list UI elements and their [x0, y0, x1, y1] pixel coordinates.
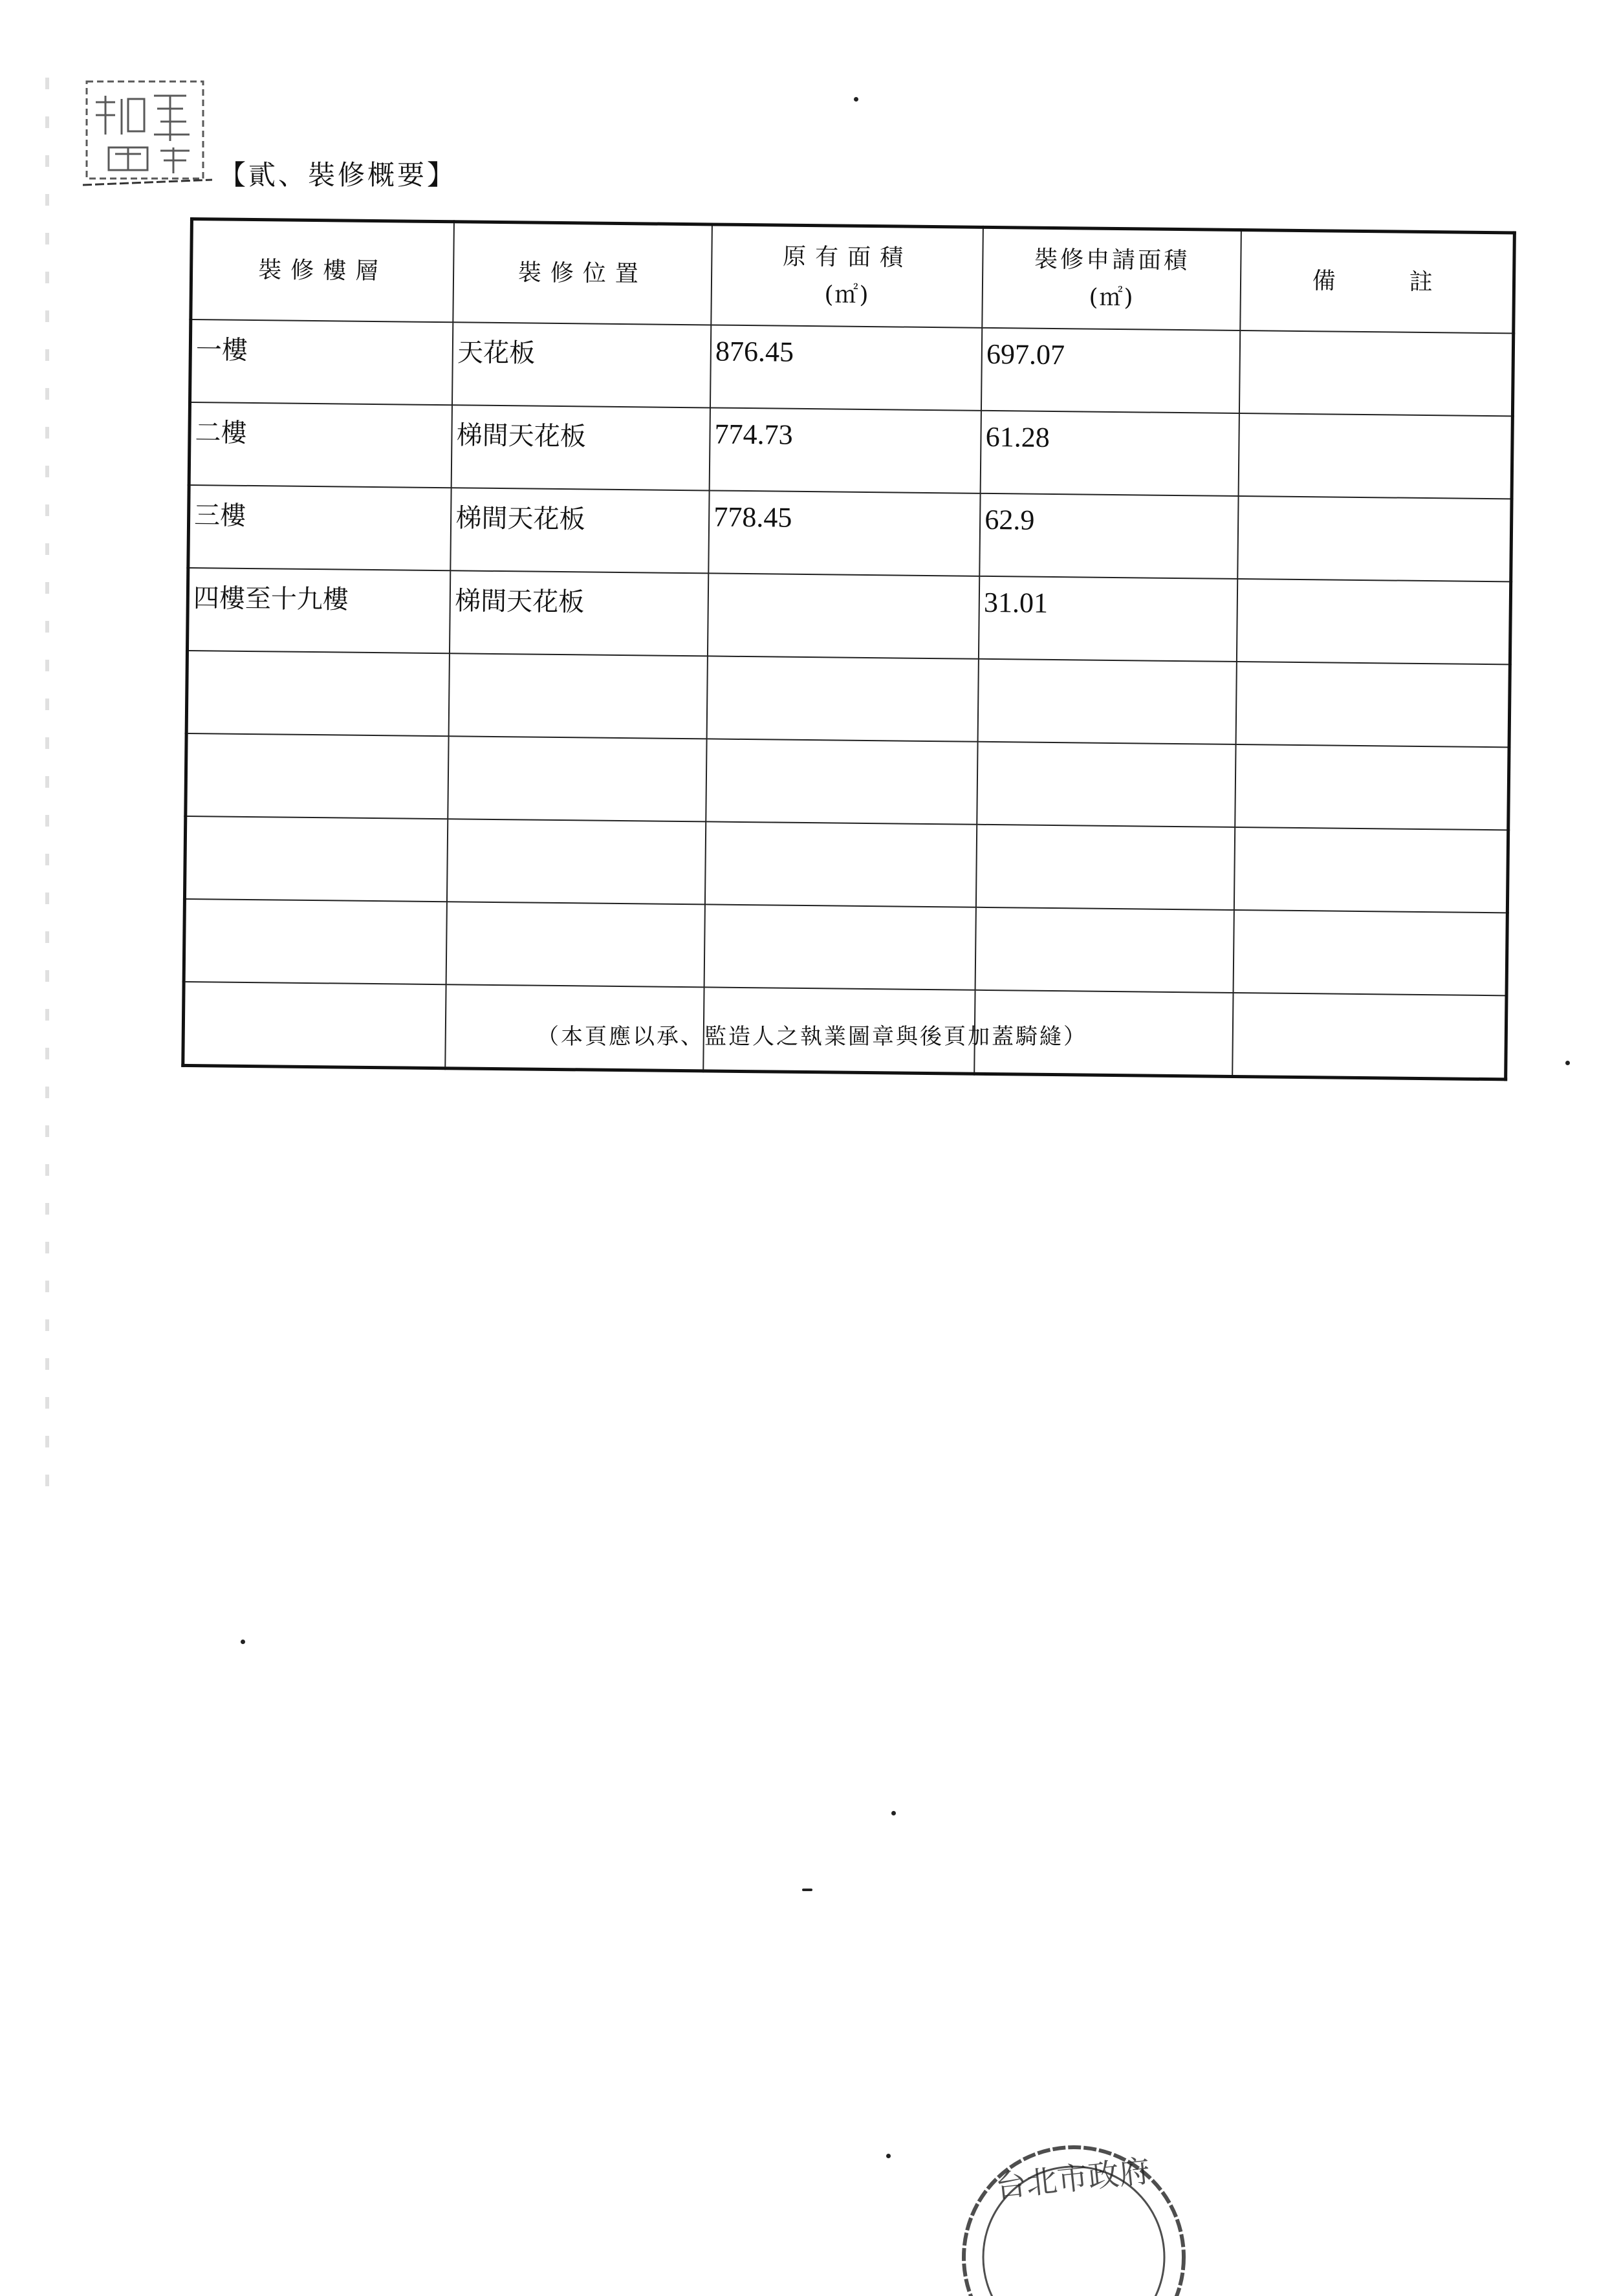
- cell-applied-area: [975, 907, 1234, 993]
- cell-location: [447, 819, 706, 904]
- cell-original-area: [706, 739, 977, 824]
- cell-applied-area: [976, 825, 1235, 910]
- cell-applied-area: [977, 742, 1235, 827]
- cell-floor: 一樓: [190, 319, 453, 405]
- table-row: [184, 816, 1508, 913]
- header-floor: 裝修樓層: [191, 219, 454, 323]
- seal-instruction-footnote: （本頁應以承、監造人之執業圖章與後頁加蓋騎縫）: [537, 1024, 1087, 1050]
- scan-speck: [241, 1640, 245, 1644]
- table-row: [184, 899, 1507, 995]
- section-heading: 【貳、裝修概要】: [219, 159, 457, 191]
- cell-applied-area: [978, 659, 1237, 744]
- cell-location: [446, 902, 705, 987]
- table-row: [186, 733, 1509, 830]
- cell-remarks: [1239, 330, 1513, 416]
- cell-remarks: [1234, 827, 1508, 913]
- table-header-row: [191, 219, 1515, 334]
- cell-remarks: [1236, 662, 1510, 747]
- scan-speck: [886, 2154, 891, 2158]
- cell-floor: [186, 733, 449, 819]
- cell-floor: 四樓至十九樓: [187, 568, 450, 653]
- table-row: [188, 485, 1512, 581]
- cell-floor: [183, 982, 446, 1068]
- table-row: [186, 651, 1510, 747]
- header-applied-area-unit: (㎡): [1089, 284, 1135, 312]
- cell-applied-area: 697.07: [981, 328, 1240, 413]
- header-remarks: 備 註: [1241, 230, 1515, 334]
- cell-remarks: [1234, 910, 1507, 995]
- header-original-area-label: 原有面積: [782, 244, 913, 272]
- scan-speck: [802, 1889, 812, 1891]
- cell-remarks: [1233, 993, 1507, 1079]
- scan-speck: [1565, 1061, 1570, 1065]
- cell-applied-area: 61.28: [981, 411, 1239, 496]
- cell-floor: [186, 651, 450, 736]
- table-row: [187, 568, 1510, 664]
- cell-original-area: [707, 656, 979, 741]
- header-original-area: [711, 224, 983, 328]
- cell-floor: 三樓: [188, 485, 451, 570]
- cell-applied-area: 62.9: [979, 493, 1238, 579]
- cell-original-area: [704, 904, 976, 990]
- cell-floor: [184, 816, 448, 902]
- round-seal-icon: [931, 2128, 1203, 2296]
- cell-remarks: [1237, 579, 1510, 664]
- cell-location: 梯間天花板: [450, 570, 708, 656]
- cell-location: 梯間天花板: [451, 488, 710, 573]
- cell-location: [449, 653, 708, 739]
- square-seal-icon: [83, 76, 212, 186]
- cell-applied-area: 31.01: [979, 576, 1237, 662]
- renovation-summary-table: [181, 217, 1516, 1081]
- header-applied-area: [982, 227, 1241, 330]
- cell-location: 梯間天花板: [451, 405, 710, 490]
- header-applied-area-label: 裝修申請面積: [1034, 246, 1190, 275]
- cell-remarks: [1239, 413, 1512, 499]
- cell-floor: 二樓: [189, 402, 452, 488]
- scan-speck: [891, 1811, 896, 1815]
- scan-speck: [854, 97, 858, 102]
- round-seal-text: 台北市政府: [994, 2152, 1152, 2205]
- header-location: 裝修位置: [453, 222, 712, 325]
- cell-original-area: 876.45: [710, 325, 982, 410]
- header-original-area-unit: (㎡): [824, 281, 870, 309]
- scan-edge: [45, 78, 49, 1500]
- cell-original-area: [705, 821, 977, 907]
- cell-original-area: 774.73: [710, 407, 981, 493]
- cell-remarks: [1235, 744, 1509, 830]
- table-row: [190, 319, 1514, 416]
- cell-floor: [184, 899, 447, 984]
- cell-location: 天花板: [452, 322, 711, 407]
- table-row: [189, 402, 1512, 499]
- cell-location: [448, 736, 707, 821]
- cell-original-area: [708, 573, 979, 658]
- cell-original-area: 778.45: [708, 490, 980, 576]
- cell-remarks: [1238, 496, 1512, 581]
